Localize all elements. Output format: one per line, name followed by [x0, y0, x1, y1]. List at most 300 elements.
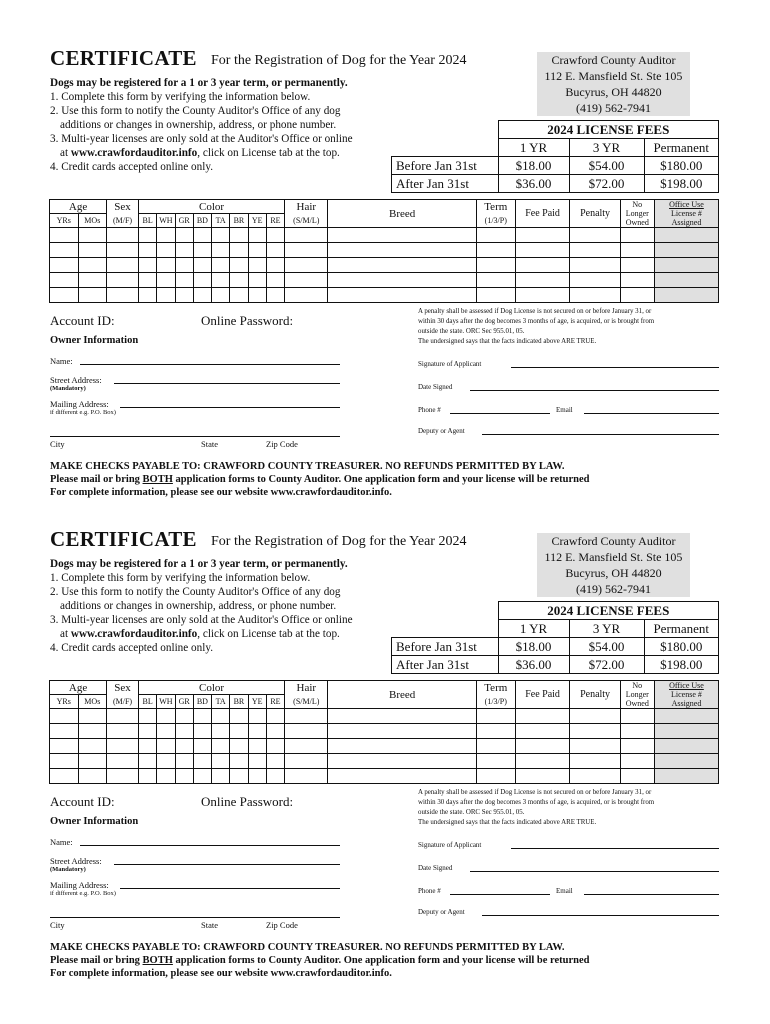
dog-entry-cell[interactable] [157, 228, 175, 243]
dog-entry-cell[interactable] [248, 754, 266, 769]
dog-entry-cell[interactable] [175, 739, 193, 754]
breed-header: Breed [328, 200, 476, 228]
dog-entry-cell[interactable] [285, 273, 328, 288]
dog-entry-cell[interactable] [175, 769, 193, 784]
dog-entry-cell[interactable] [157, 273, 175, 288]
dog-entry-cell[interactable] [285, 228, 328, 243]
dog-entry-cell[interactable] [78, 739, 107, 754]
dog-entry-cell[interactable] [230, 754, 248, 769]
name-label: Name: [50, 356, 73, 366]
dog-entry-cell[interactable] [285, 288, 328, 303]
mandatory-note: (Mandatory) [50, 385, 86, 392]
fee-after-3yr: $72.00 [569, 656, 644, 674]
dog-entry-cell[interactable] [328, 739, 476, 754]
dog-entry-cell[interactable] [328, 288, 476, 303]
mos-header: MOs [78, 695, 107, 709]
dog-entry-cell[interactable] [654, 739, 718, 754]
dog-entry-cell[interactable] [266, 739, 284, 754]
dog-entry-cell[interactable] [570, 273, 620, 288]
mailing-note: if different e.g. P.O. Box) [50, 409, 116, 416]
dog-entry-cell[interactable] [50, 243, 79, 258]
dog-entry-cell[interactable] [620, 243, 654, 258]
signature-label: Signature of Applicant [418, 841, 482, 849]
dog-entry-cell[interactable] [212, 273, 230, 288]
email-line[interactable] [584, 413, 719, 414]
dog-entry-cell[interactable] [50, 754, 79, 769]
assigned-label: Assigned [671, 699, 702, 708]
dog-entry-cell[interactable] [212, 754, 230, 769]
dog-entry-cell[interactable] [248, 288, 266, 303]
dog-entry-cell[interactable] [266, 754, 284, 769]
dog-entry-cell[interactable] [515, 243, 570, 258]
dog-entry-cell[interactable] [175, 273, 193, 288]
dog-entry-cell[interactable] [193, 739, 211, 754]
dog-entry-cell[interactable] [328, 243, 476, 258]
dog-entry-cell[interactable] [107, 739, 139, 754]
mandatory-note: (Mandatory) [50, 866, 86, 873]
dog-entry-cell[interactable] [193, 258, 211, 273]
dog-entry-cell[interactable] [570, 769, 620, 784]
office-use-header [654, 200, 718, 228]
signature-line[interactable] [511, 367, 719, 368]
street-line[interactable] [114, 383, 340, 384]
penalty-line-4: The undersigned says that the facts indicated above ARE TRUE. [418, 338, 597, 345]
penalty-notice [418, 307, 654, 347]
dog-entry-cell[interactable] [570, 228, 620, 243]
dog-entry-cell[interactable] [248, 273, 266, 288]
dog-entry-cell[interactable] [285, 258, 328, 273]
dog-entry-cell[interactable] [285, 709, 328, 724]
dog-entry-cell[interactable] [570, 739, 620, 754]
dog-entry-rows [50, 709, 719, 784]
dog-entry-cell[interactable] [175, 243, 193, 258]
intro-terms: Dogs may be registered for a 1 or 3 year term, or permanently. [50, 77, 348, 89]
auditor-city: Bucyrus, OH 44820 [565, 85, 662, 99]
email-label: Email [556, 406, 573, 414]
term-header: Term [476, 200, 515, 214]
dog-entry-cell[interactable] [175, 258, 193, 273]
auditor-name: Crawford County Auditor [551, 53, 676, 67]
dog-entry-cell[interactable] [78, 258, 107, 273]
dog-entry-cell[interactable] [230, 243, 248, 258]
step-4: 4. Credit cards accepted online only. [50, 642, 213, 654]
dog-entry-cell[interactable] [230, 228, 248, 243]
dog-entry-cell[interactable] [515, 754, 570, 769]
dog-entry-cell[interactable] [654, 288, 718, 303]
dog-entry-cell[interactable] [230, 724, 248, 739]
dog-entry-cell[interactable] [107, 228, 139, 243]
footer-line-1: MAKE CHECKS PAYABLE TO: CRAWFORD COUNTY TREASURER. NO REFUNDS PERMITTED BY LAW. [50, 461, 565, 472]
dog-entry-cell[interactable] [248, 228, 266, 243]
mailing-label: Mailing Address: [50, 880, 109, 890]
dog-entry-cell[interactable] [476, 754, 515, 769]
hair-sub-header: (S/M/L) [285, 214, 328, 228]
dog-entry-cell[interactable] [193, 243, 211, 258]
dog-entry-cell[interactable] [139, 228, 157, 243]
dog-entry-cell[interactable] [248, 709, 266, 724]
dog-entry-cell[interactable] [266, 258, 284, 273]
dog-entry-cell[interactable] [248, 724, 266, 739]
dog-entry-cell[interactable] [476, 243, 515, 258]
footer-line-1: MAKE CHECKS PAYABLE TO: CRAWFORD COUNTY TREASURER. NO REFUNDS PERMITTED BY LAW. [50, 942, 565, 953]
website-link[interactable]: www.crawfordauditor.info [70, 147, 198, 159]
phone-label: Phone # [418, 406, 441, 414]
sex-sub-header: (M/F) [107, 214, 139, 228]
step-1: 1. Complete this form by verifying the information below. [50, 91, 311, 103]
dog-entry-cell[interactable] [139, 258, 157, 273]
dog-entry-cell[interactable] [107, 724, 139, 739]
dog-entry-cell[interactable] [107, 273, 139, 288]
dog-entry-cell[interactable] [266, 273, 284, 288]
dog-entry-cell[interactable] [328, 258, 476, 273]
fee-before-1yr: $18.00 [498, 157, 569, 175]
dog-entry-cell[interactable] [212, 288, 230, 303]
dog-entry-cell[interactable] [266, 243, 284, 258]
step-3b [50, 146, 353, 160]
dog-entry-cell[interactable] [620, 754, 654, 769]
deputy-line[interactable] [482, 915, 719, 916]
fee-after-1yr: $36.00 [498, 656, 569, 674]
account-id-label: Account ID: [50, 313, 115, 328]
dog-entry-cell[interactable] [193, 273, 211, 288]
dog-entry-cell[interactable] [50, 769, 79, 784]
dog-entry-cell[interactable] [139, 243, 157, 258]
dog-entry-cell[interactable] [476, 724, 515, 739]
assigned-label: Assigned [671, 218, 702, 227]
dog-entry-cell[interactable] [107, 258, 139, 273]
auditor-city: Bucyrus, OH 44820 [565, 566, 662, 580]
dog-entry-cell[interactable] [328, 709, 476, 724]
dog-entry-cell[interactable] [78, 273, 107, 288]
color-ta: TA [212, 695, 230, 709]
footer-line-2-pre: Please mail or bring [50, 955, 143, 966]
dog-entry-cell[interactable] [157, 709, 175, 724]
dog-entry-cell[interactable] [328, 754, 476, 769]
dog-entry-cell[interactable] [193, 754, 211, 769]
owner-info-heading: Owner Information [50, 335, 139, 346]
fees-col-3yr: 3 YR [569, 139, 644, 157]
fee-after-1yr: $36.00 [498, 175, 569, 193]
dog-entry-cell[interactable] [328, 228, 476, 243]
dog-entry-row [50, 273, 719, 288]
dog-entry-cell[interactable] [570, 243, 620, 258]
footer-line-2-post: application forms to County Auditor. One application form and your license will be returned [172, 474, 590, 485]
footer-line-2 [50, 954, 590, 967]
dog-entry-cell[interactable] [476, 709, 515, 724]
dog-entry-cell[interactable] [476, 769, 515, 784]
dog-entry-cell[interactable] [620, 739, 654, 754]
date-signed-line[interactable] [470, 390, 719, 391]
dog-entry-cell[interactable] [266, 228, 284, 243]
dog-entry-cell[interactable] [248, 258, 266, 273]
dog-entry-cell[interactable] [139, 288, 157, 303]
dog-entry-cell[interactable] [212, 724, 230, 739]
fee-paid-header: Fee Paid [515, 200, 570, 228]
dog-entry-cell[interactable] [515, 258, 570, 273]
dog-entry-cell[interactable] [78, 769, 107, 784]
auditor-street: 112 E. Mansfield St. Ste 105 [544, 69, 683, 83]
dog-entry-cell[interactable] [78, 243, 107, 258]
step-3b-post: , click on License tab at the top. [197, 147, 340, 159]
dog-entry-cell[interactable] [654, 724, 718, 739]
fees-title: 2024 LICENSE FEES [498, 121, 719, 139]
dog-entry-cell[interactable] [193, 724, 211, 739]
color-bd: BD [193, 214, 211, 228]
name-line[interactable] [80, 364, 340, 365]
dog-entry-cell[interactable] [139, 739, 157, 754]
email-line[interactable] [584, 894, 719, 895]
city-label: City [50, 439, 65, 449]
dog-entry-cell[interactable] [654, 273, 718, 288]
dog-entry-cell[interactable] [266, 709, 284, 724]
dog-entry-cell[interactable] [620, 273, 654, 288]
license-no-label: License # [671, 690, 702, 699]
dog-entry-cell[interactable] [230, 769, 248, 784]
dog-entry-cell[interactable] [266, 769, 284, 784]
dog-entry-cell[interactable] [175, 288, 193, 303]
auditor-name: Crawford County Auditor [551, 534, 676, 548]
email-label: Email [556, 887, 573, 895]
dog-entry-cell[interactable] [230, 709, 248, 724]
sex-header: Sex [107, 200, 139, 214]
owned-label: Owned [625, 699, 649, 708]
step-3b-pre: at [60, 628, 71, 640]
dog-entry-cell[interactable] [285, 739, 328, 754]
fees-col-permanent: Permanent [644, 620, 719, 638]
penalty-notice [418, 788, 654, 828]
dog-entry-cell[interactable] [107, 769, 139, 784]
dog-entry-cell[interactable] [50, 258, 79, 273]
color-re: RE [266, 695, 284, 709]
fee-before-1yr: $18.00 [498, 638, 569, 656]
dog-entry-cell[interactable] [139, 273, 157, 288]
name-label: Name: [50, 837, 73, 847]
dog-entry-cell[interactable] [476, 258, 515, 273]
license-fees-table [391, 601, 719, 674]
dog-entry-cell[interactable] [248, 739, 266, 754]
dog-entry-cell[interactable] [157, 769, 175, 784]
dog-entry-cell[interactable] [620, 258, 654, 273]
sex-header: Sex [107, 681, 139, 695]
instructions [50, 76, 353, 174]
date-signed-line[interactable] [470, 871, 719, 872]
dog-entry-cell[interactable] [139, 754, 157, 769]
dog-entry-cell[interactable] [193, 288, 211, 303]
mailing-line[interactable] [120, 888, 340, 889]
color-re: RE [266, 214, 284, 228]
dog-entry-cell[interactable] [107, 243, 139, 258]
color-ta: TA [212, 214, 230, 228]
website-link[interactable]: www.crawfordauditor.info [70, 628, 198, 640]
dog-entry-cell[interactable] [230, 739, 248, 754]
city-state-zip-line[interactable] [50, 917, 340, 918]
dog-entry-cell[interactable] [78, 709, 107, 724]
dog-entry-cell[interactable] [570, 709, 620, 724]
dog-entry-cell[interactable] [476, 288, 515, 303]
phone-line[interactable] [450, 413, 550, 414]
dog-entry-cell[interactable] [285, 724, 328, 739]
dog-entry-cell[interactable] [285, 243, 328, 258]
dog-entry-cell[interactable] [212, 258, 230, 273]
dog-entry-cell[interactable] [175, 724, 193, 739]
dog-entry-cell[interactable] [328, 724, 476, 739]
dog-entry-cell[interactable] [139, 724, 157, 739]
dog-entry-cell[interactable] [515, 273, 570, 288]
dog-entry-cell[interactable] [212, 739, 230, 754]
dog-entry-cell[interactable] [654, 769, 718, 784]
dog-entry-cell[interactable] [78, 724, 107, 739]
dog-entry-cell[interactable] [107, 288, 139, 303]
dog-entry-cell[interactable] [78, 288, 107, 303]
dog-entry-cell[interactable] [50, 709, 79, 724]
deputy-line[interactable] [482, 434, 719, 435]
longer-label: Longer [625, 690, 649, 699]
dog-entry-row [50, 258, 719, 273]
dog-entry-cell[interactable] [212, 228, 230, 243]
auditor-phone: (419) 562-7941 [576, 582, 651, 596]
dog-entry-row [50, 739, 719, 754]
dog-entry-cell[interactable] [175, 228, 193, 243]
certificate-subtitle: For the Registration of Dog for the Year 2024 [211, 534, 467, 549]
dog-entry-cell[interactable] [515, 769, 570, 784]
auditor-phone: (419) 562-7941 [576, 101, 651, 115]
dog-entry-cell[interactable] [654, 709, 718, 724]
dog-entry-cell[interactable] [230, 288, 248, 303]
dog-entry-cell[interactable] [212, 709, 230, 724]
dog-entry-cell[interactable] [157, 739, 175, 754]
no-label: No [632, 681, 643, 690]
dog-entry-cell[interactable] [515, 709, 570, 724]
fee-after-3yr: $72.00 [569, 175, 644, 193]
phone-label: Phone # [418, 887, 441, 895]
dog-entry-cell[interactable] [266, 288, 284, 303]
dog-entry-cell[interactable] [139, 709, 157, 724]
dog-entry-cell[interactable] [654, 228, 718, 243]
dog-entry-cell[interactable] [175, 709, 193, 724]
dog-entry-cell[interactable] [328, 273, 476, 288]
dog-entry-cell[interactable] [50, 739, 79, 754]
state-label: State [201, 439, 218, 449]
dog-entry-cell[interactable] [515, 288, 570, 303]
mailing-line[interactable] [120, 407, 340, 408]
color-header: Color [139, 200, 285, 214]
dog-entry-cell[interactable] [107, 709, 139, 724]
dog-entry-cell[interactable] [193, 709, 211, 724]
dog-entry-cell[interactable] [212, 243, 230, 258]
dog-entry-cell[interactable] [328, 769, 476, 784]
dog-entry-cell[interactable] [285, 754, 328, 769]
hair-header: Hair [285, 681, 328, 695]
dog-entry-cell[interactable] [230, 258, 248, 273]
age-header: Age [50, 681, 107, 695]
dog-entry-cell[interactable] [515, 739, 570, 754]
zip-label: Zip Code [266, 439, 298, 449]
dog-entry-cell[interactable] [230, 273, 248, 288]
dog-entry-cell[interactable] [157, 288, 175, 303]
term-sub-header: (1/3/P) [476, 695, 515, 709]
dog-entry-row [50, 243, 719, 258]
dog-entry-cell[interactable] [193, 769, 211, 784]
fee-before-permanent: $180.00 [644, 157, 719, 175]
street-line[interactable] [114, 864, 340, 865]
dog-entry-cell[interactable] [50, 724, 79, 739]
dog-entry-cell[interactable] [157, 754, 175, 769]
dog-entry-cell[interactable] [266, 724, 284, 739]
dog-entry-cell[interactable] [107, 754, 139, 769]
dog-entry-cell[interactable] [654, 243, 718, 258]
dog-entry-cell[interactable] [78, 754, 107, 769]
name-line[interactable] [80, 845, 340, 846]
term-sub-header: (1/3/P) [476, 214, 515, 228]
dog-entry-cell[interactable] [78, 228, 107, 243]
dog-entry-cell[interactable] [193, 228, 211, 243]
phone-line[interactable] [450, 894, 550, 895]
dog-entry-cell[interactable] [50, 288, 79, 303]
dog-entry-cell[interactable] [248, 769, 266, 784]
dog-entry-cell[interactable] [50, 273, 79, 288]
color-ye: YE [248, 695, 266, 709]
longer-label: Longer [625, 209, 649, 218]
step-2b: additions or changes in ownership, address, or phone number. [60, 119, 337, 131]
dog-entry-cell[interactable] [248, 243, 266, 258]
footer-line-3: For complete information, please see our website www.crawfordauditor.info. [50, 968, 392, 979]
dog-entry-cell[interactable] [654, 754, 718, 769]
fees-col-permanent: Permanent [644, 139, 719, 157]
dog-entry-cell[interactable] [570, 288, 620, 303]
signature-label: Signature of Applicant [418, 360, 482, 368]
dog-entry-cell[interactable] [515, 724, 570, 739]
dog-entry-cell[interactable] [570, 724, 620, 739]
dog-entry-cell[interactable] [654, 258, 718, 273]
dog-entry-cell[interactable] [620, 709, 654, 724]
dog-entry-cell[interactable] [515, 228, 570, 243]
dog-entry-cell[interactable] [285, 769, 328, 784]
owned-label: Owned [625, 218, 649, 227]
footer-both: BOTH [142, 955, 173, 966]
dog-entry-cell[interactable] [570, 754, 620, 769]
dog-entry-cell[interactable] [620, 769, 654, 784]
dog-entry-cell[interactable] [620, 724, 654, 739]
dog-entry-cell[interactable] [620, 228, 654, 243]
dog-entry-cell[interactable] [476, 228, 515, 243]
fees-row-after: After Jan 31st [392, 656, 499, 674]
dog-entry-cell[interactable] [570, 258, 620, 273]
dog-entry-cell[interactable] [476, 739, 515, 754]
license-no-label: License # [671, 209, 702, 218]
dog-entry-cell[interactable] [157, 258, 175, 273]
dog-entry-cell[interactable] [476, 273, 515, 288]
zip-label: Zip Code [266, 920, 298, 930]
step-2a: 2. Use this form to notify the County Auditor's Office of any dog [50, 586, 341, 598]
yrs-header: YRs [50, 695, 79, 709]
step-3b-post: , click on License tab at the top. [197, 628, 340, 640]
color-br: BR [230, 695, 248, 709]
dog-entry-cell[interactable] [157, 243, 175, 258]
dog-entry-cell[interactable] [212, 769, 230, 784]
dog-entry-cell[interactable] [139, 769, 157, 784]
auditor-street: 112 E. Mansfield St. Ste 105 [544, 550, 683, 564]
fees-row-before: Before Jan 31st [392, 638, 499, 656]
penalty-line-3: outside the state. ORC Sec 955.01, 05. [418, 809, 525, 816]
dog-entry-cell[interactable] [175, 754, 193, 769]
certificate-bottom [0, 481, 770, 979]
signature-line[interactable] [511, 848, 719, 849]
step-2b: additions or changes in ownership, address, or phone number. [60, 600, 337, 612]
dog-entry-cell[interactable] [50, 228, 79, 243]
dog-entry-cell[interactable] [620, 288, 654, 303]
dog-entry-cell[interactable] [157, 724, 175, 739]
city-state-zip-line[interactable] [50, 436, 340, 437]
